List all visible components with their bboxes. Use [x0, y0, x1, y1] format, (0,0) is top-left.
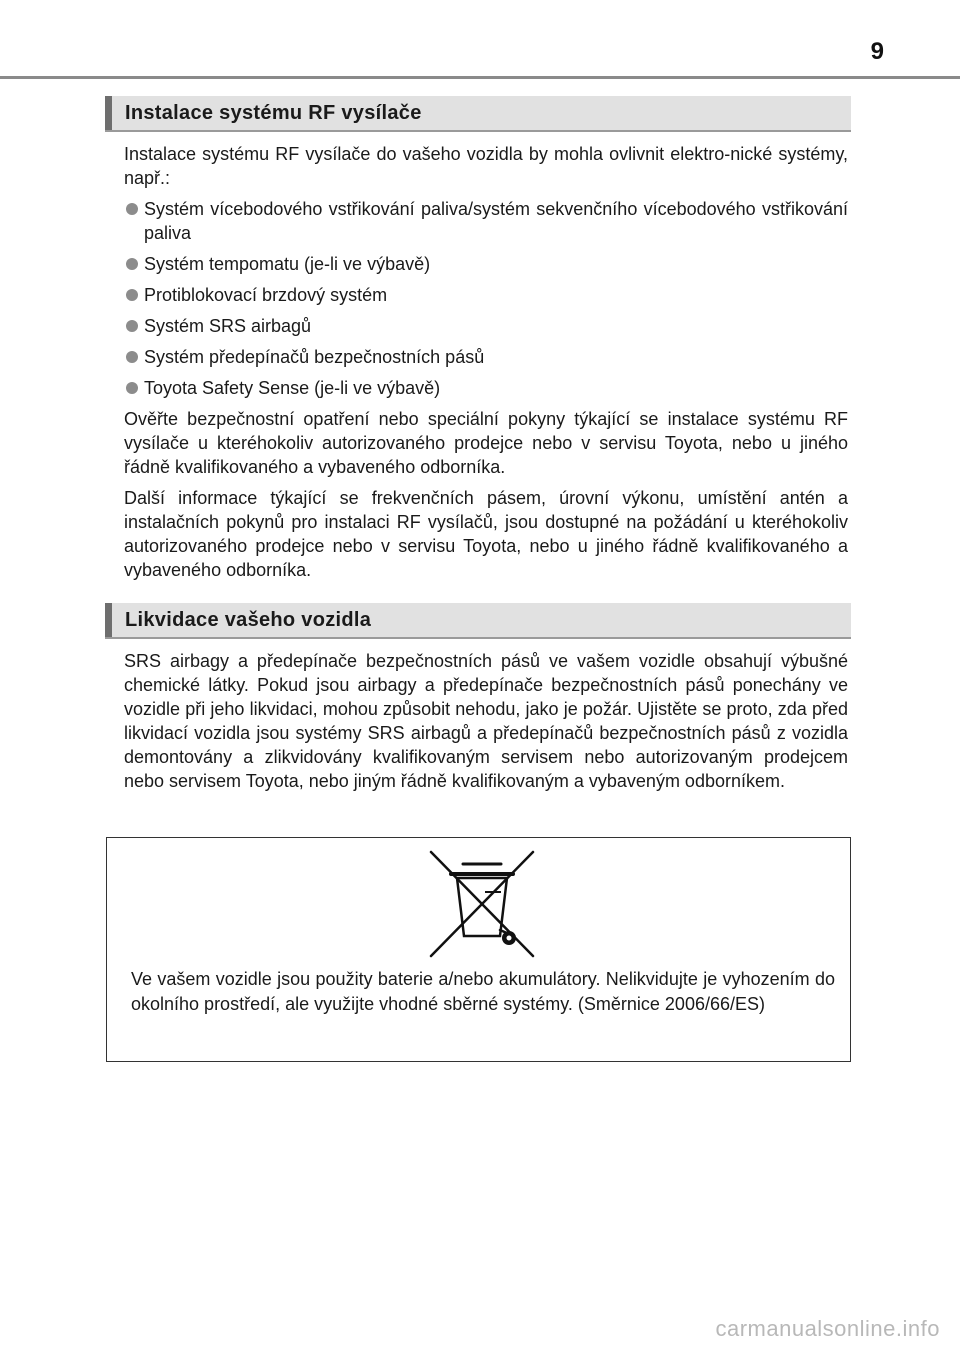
heading-accent-bar [105, 603, 112, 637]
heading-accent-bar [105, 96, 112, 130]
list-item: Protiblokovací brzdový systém [124, 283, 848, 307]
section-title: Instalace systému RF vysílače [125, 102, 422, 124]
bullet-icon [126, 320, 138, 332]
bullet-icon [126, 289, 138, 301]
page-number: 9 [870, 38, 884, 65]
header-rule [0, 76, 960, 79]
crossed-out-wheelie-bin-icon [427, 846, 537, 958]
list-item: Toyota Safety Sense (je-li ve výbavě) [124, 376, 848, 400]
section-body-vehicle-disposal [124, 649, 848, 800]
battery-disposal-notice [106, 837, 851, 1062]
section-heading-vehicle-disposal [105, 603, 851, 639]
further-info-paragraph: Další informace týkající se frekvenčních pásem, úrovní výkonu, umístění antén a instalačních pokynů pro instalaci RF vysílačů, jsou dostupné na požádání u kteréhokoliv autorizovaného prodejce nebo v servisu Toyota, nebo u jiného řádně kvalifikovaného a vybaveného odborníka. [124, 488, 848, 580]
bullet-icon [126, 382, 138, 394]
disposal-paragraph: SRS airbagy a předepínače bezpečnostních pásů ve vašem vozidle obsahují výbušné chemické látky. Pokud jsou airbagy a předepínače bezpečnostních pásů ponechány ve vozidle při jeho likvidaci, mohou způsobit nehodu, jako je požár. Ujistěte se proto, zda před likvidací vozidla jsou systémy SRS airbagů a předepínačů bezpečnostních pásů z vozidla demontovány a zlikvidovány kvalifikovaným servisem nebo autorizovaným prodejcem nebo servisem Toyota, nebo jiným řádně kvalifikovaným a vybaveným odborníkem. [124, 651, 848, 791]
notice-text: Ve vašem vozidle jsou použity baterie a/nebo akumulátory. Nelikvidujte je vyhozením do okolního prostředí, ale využijte vhodné sběrné systémy. (Směrnice 2006/66/ES) [131, 969, 835, 1014]
intro-paragraph: Instalace systému RF vysílače do vašeho vozidla by mohla ovlivnit elektro-nické systémy, např.: [124, 144, 848, 188]
bullet-icon [126, 203, 138, 215]
list-item: Systém tempomatu (je-li ve výbavě) [124, 252, 848, 276]
list-item: Systém vícebodového vstřikování paliva/systém sekvenčního vícebodového vstřikování paliva [124, 197, 848, 245]
list-item: Systém SRS airbagů [124, 314, 848, 338]
section-body-rf-transmitter [124, 142, 848, 589]
watermark: carmanualsonline.info [715, 1316, 940, 1341]
dealer-advice-paragraph: Ověřte bezpečnostní opatření nebo speciální pokyny týkající se instalace systému RF vysílače u kteréhokoliv autorizovaného prodejce nebo v servisu Toyota, nebo u jiného řádně kvalifikovaného a vybaveného odborníka. [124, 409, 848, 477]
affected-systems-list [124, 197, 848, 400]
section-heading-rf-transmitter [105, 96, 851, 132]
list-item: Systém předepínačů bezpečnostních pásů [124, 345, 848, 369]
section-title: Likvidace vašeho vozidla [125, 609, 372, 631]
bullet-icon [126, 258, 138, 270]
bullet-icon [126, 351, 138, 363]
